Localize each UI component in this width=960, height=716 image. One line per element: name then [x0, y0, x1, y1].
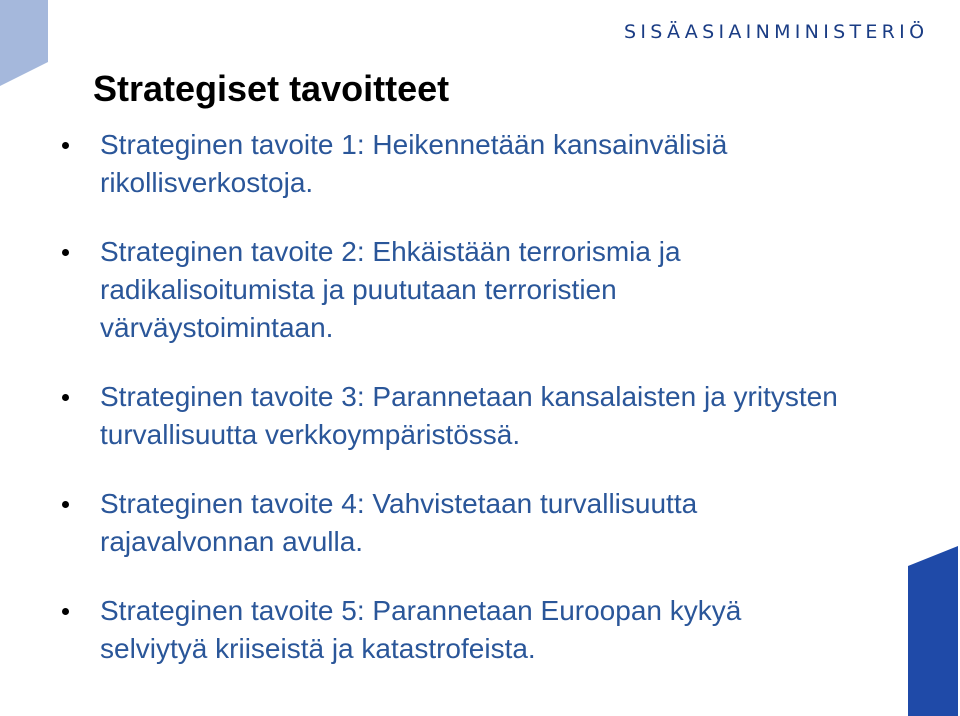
- decorative-corner-shape: [0, 0, 60, 90]
- slide-title: Strategiset tavoitteet: [93, 68, 450, 109]
- bullet-item-5: [62, 592, 842, 668]
- bullet-point-icon: [62, 394, 69, 401]
- ministry-logo: SISÄASIAINMINISTERIÖ: [624, 21, 929, 43]
- bullet-item-4: [62, 485, 842, 561]
- bullet-point-icon: [62, 501, 69, 508]
- bullet-text: Strateginen tavoite 5: Parannetaan Euroopan kykyä selviytyä kriiseistä ja katastrofeista.: [100, 595, 742, 664]
- bullet-list: [62, 126, 842, 668]
- bullet-point-icon: [62, 142, 69, 149]
- bullet-point-icon: [62, 249, 69, 256]
- bullet-text: Strateginen tavoite 3: Parannetaan kansalaisten ja yritysten turvallisuutta verkkoympäristössä.: [100, 381, 838, 450]
- bullet-text: Strateginen tavoite 4: Vahvistetaan turvallisuutta rajavalvonnan avulla.: [100, 488, 698, 557]
- bullet-point-icon: [62, 608, 69, 615]
- decorative-corner-block: [900, 546, 960, 716]
- bullet-item-2: [62, 233, 842, 347]
- bullet-item-1: [62, 126, 842, 202]
- bullet-item-3: [62, 378, 842, 454]
- bullet-text: Strateginen tavoite 1: Heikennetään kansainvälisiä rikollisverkostoja.: [100, 129, 728, 198]
- bullet-text: Strateginen tavoite 2: Ehkäistään terrorismia ja radikalisoitumista ja puututaan terroristien värväystoimintaan.: [100, 236, 681, 343]
